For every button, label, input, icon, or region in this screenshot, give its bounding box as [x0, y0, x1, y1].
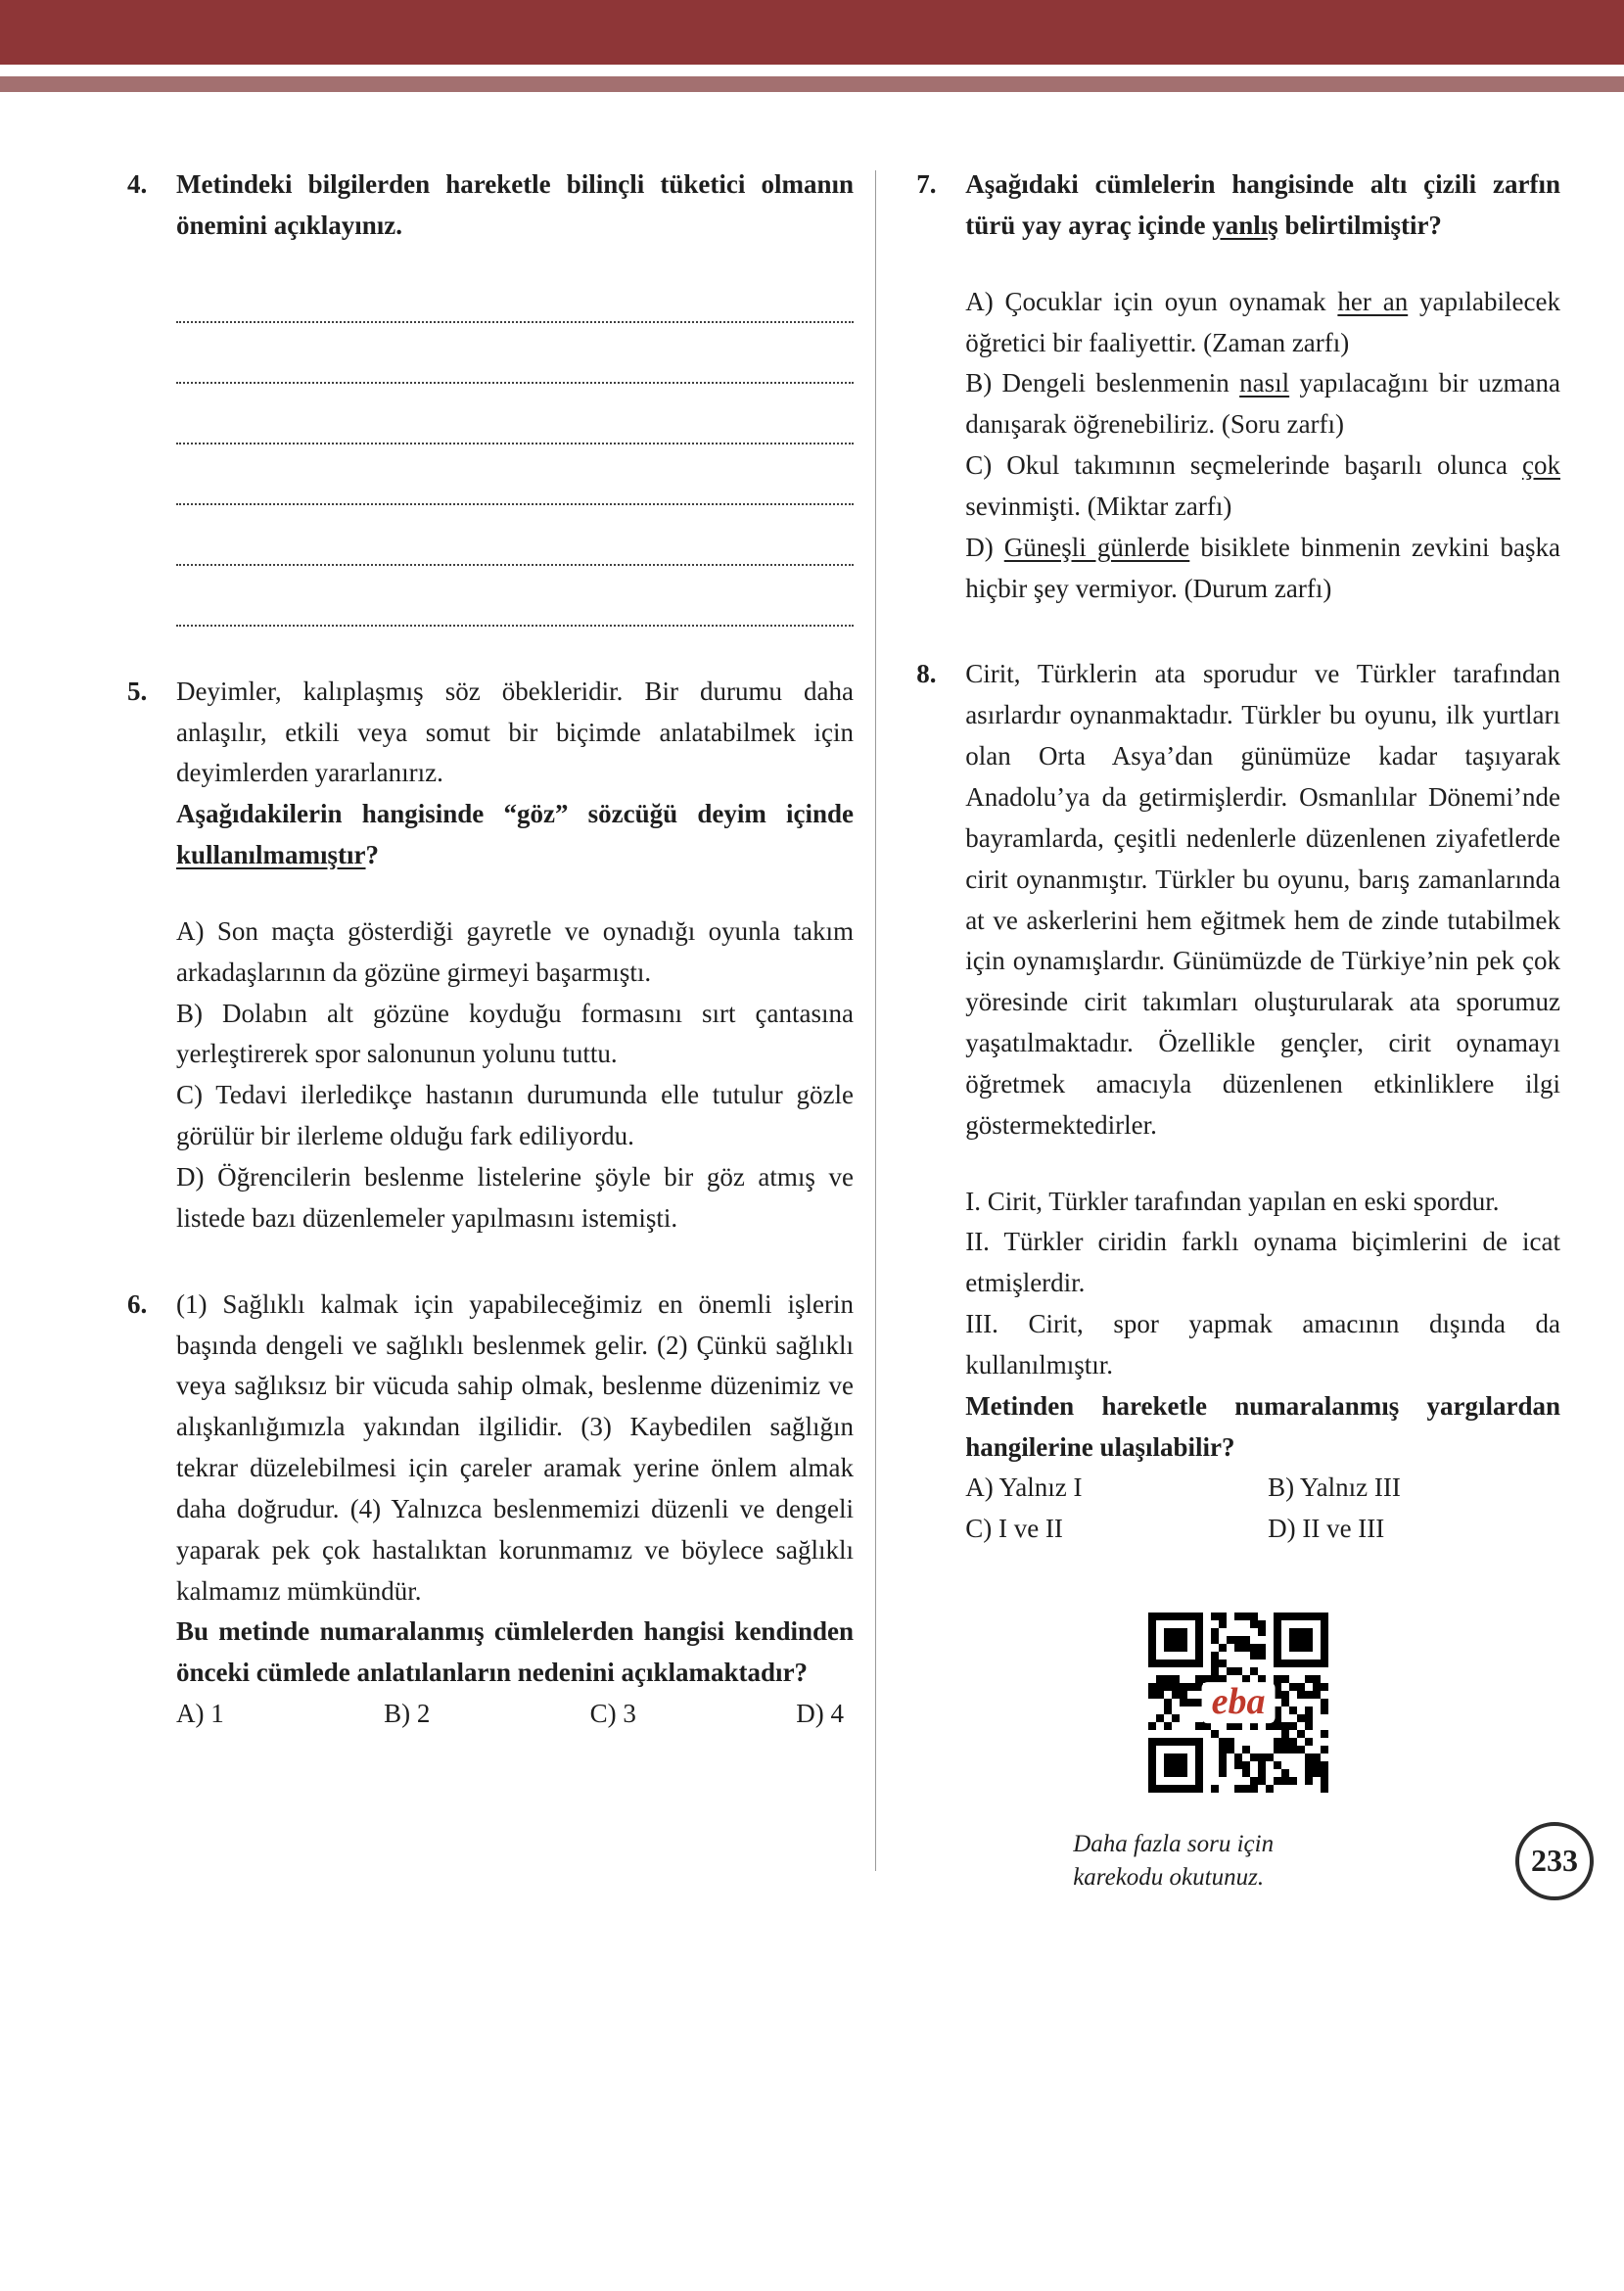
stem-text: belirtilmiştir? — [1277, 210, 1442, 240]
statement-1: I. Cirit, Türkler tarafından yapılan en eski spordur. — [965, 1186, 1500, 1216]
eba-logo: eba — [1202, 1682, 1276, 1723]
question-6 — [127, 1285, 854, 1735]
underlined-word: nasıl — [1239, 368, 1290, 398]
option-c — [965, 445, 1560, 528]
option-b: B) Yalnız III — [1268, 1473, 1401, 1503]
options-row — [176, 1694, 854, 1735]
answer-line — [176, 323, 854, 384]
question-body: (1) Sağlıklı kalmak için yapabileceğimiz en önemli işlerin başında dengeli ve sağlıklı beslenmek gelir. (2) Çünkü sağlıklı veya sağlıksız bir vücuda sahip olmak, beslenme düzenimiz ve alışkanlığımızla yakından ilgilidir. (3) Kaybedilen sağlığın tekrar düzelebilmesi için çareler aramak yerine önlem almak daha doğrudur. (4) Yalnızca beslenmemizi düzenli ve dengeli yaparak pek çok hastalıktan korunmamız ve böylece sağlıklı kalmamız mümkündür. — [176, 1288, 854, 1606]
stem-text: Aşağıdaki cümlelerin hangisinde altı çizili zarfın türü yay ayraç içinde — [965, 169, 1560, 240]
option-d — [965, 528, 1560, 610]
option-text: yapılabilecek öğretici bir faaliyettir. (Zaman zarfı) — [965, 286, 1560, 357]
underlined-word: kullanılmamıştır — [176, 840, 366, 870]
option-a: A) Yalnız I — [965, 1473, 1083, 1503]
answer-line — [176, 566, 854, 627]
stem-text: ? — [365, 840, 380, 870]
options-list — [965, 282, 1560, 610]
option-text: D) — [965, 532, 1004, 562]
option-d: D) 4 — [796, 1699, 844, 1729]
underlined-word: Güneşli günlerde — [1003, 532, 1190, 562]
option-text: sevinmişti. (Miktar zarfı) — [965, 491, 1232, 521]
footer-note-line: karekodu okutunuz. — [1073, 1864, 1265, 1892]
answer-line — [176, 262, 854, 323]
underlined-word: yanlış — [1212, 210, 1278, 240]
option-a — [965, 282, 1560, 364]
question-intro: Deyimler, kalıplaşmış söz öbekleridir. Bir durumu daha anlaşılır, etkili veya somut bir biçimde anlatabilmek için deyimlerden yararlanırız. — [176, 676, 854, 788]
options-grid — [965, 1468, 1560, 1550]
page-number-badge: 233 — [1515, 1822, 1594, 1900]
option-d: D) Öğrencilerin beslenme listelerine şöyle bir göz atmış ve listede bazı düzenlemeler yapılmasını istemişti. — [176, 1161, 854, 1233]
statement-3: III. Cirit, spor yapmak amacının dışında da kullanılmıştır. — [965, 1309, 1560, 1379]
question-7 — [916, 164, 1560, 609]
option-a: A) 1 — [176, 1699, 224, 1729]
footer-note — [1073, 1828, 1274, 1894]
option-a: A) Son maçta gösterdiği gayretle ve oynadığı oyunla takım arkadaşlarının da gözüne girmeyi başarmıştı. — [176, 915, 854, 987]
page-header-bar — [0, 0, 1624, 65]
question-stem: Metindeki bilgilerden hareketle bilinçli tüketici olmanın önemini açıklayınız. — [176, 169, 854, 240]
question-body: Cirit, Türklerin ata sporudur ve Türkler tarafından asırlardır oynanmaktadır. Türkler bu oyunu, ilk yurtları olan Orta Asya’dan günümüze kadar taşıyarak Anadolu’ya da getirmişlerdir. Osmanlılar Dönemi’nde bayramlarda, çeşitli nedenlerle düzenlenen ziyafetlerde cirit oynanmıştır. Türkler bu oyunu, barış zamanlarında at ve askerlerini hem eğitmek hem de zinde tutabilmek için oynamışlardır. Günümüzde de Türkiye’nin pek çok yöresinde cirit takımları oluşturularak ata sporumuz yaşatılmaktadır. Özellikle gençler, cirit oynamayı öğretmek amacıyla düzenlenen etkinliklere ilgi göstermektedirler. — [965, 659, 1560, 1140]
question-stem — [965, 164, 1560, 247]
qr-code — [1148, 1613, 1328, 1793]
underlined-word: her an — [1337, 286, 1409, 316]
question-number: 8. — [916, 659, 937, 689]
option-text: B) Dengeli beslenmenin — [965, 368, 1240, 398]
option-text: A) Çocuklar için oyun oynamak — [965, 286, 1338, 316]
question-stem: Bu metinde numaralanmış cümlelerden hangisi kendinden önceki cümlede anlatılanların nedenini açıklamaktadır? — [176, 1616, 854, 1688]
question-4 — [127, 164, 854, 627]
question-number: 5. — [127, 676, 148, 706]
left-column — [127, 164, 854, 1900]
option-c: C) 3 — [589, 1699, 636, 1729]
question-5 — [127, 672, 854, 1239]
option-b — [965, 363, 1560, 445]
answer-line — [176, 384, 854, 444]
right-column — [916, 164, 1578, 1900]
option-d: D) II ve III — [1268, 1514, 1385, 1544]
option-b: B) Dolabın alt gözüne koyduğu formasını sırt çantasına yerleştirerek spor salonunun yolunu tuttu. — [176, 998, 854, 1069]
question-stem — [176, 794, 854, 876]
content-area — [0, 92, 1624, 1900]
question-number: 4. — [127, 169, 148, 199]
option-c: C) I ve II — [965, 1514, 1063, 1544]
answer-area — [176, 262, 854, 627]
question-8 — [916, 654, 1560, 1550]
option-text: yapılacağını bir uzmana danışarak öğrenebiliriz. (Soru zarfı) — [965, 368, 1560, 440]
header-bar-gap — [0, 65, 1624, 76]
options-list — [176, 912, 854, 1239]
footer-note-line: Daha fazla soru için — [1073, 1831, 1275, 1858]
page-accent-bar — [0, 76, 1624, 92]
answer-line — [176, 505, 854, 566]
page-footer — [916, 1822, 1578, 1900]
underlined-word: çok — [1522, 450, 1560, 481]
option-b: B) 2 — [384, 1699, 431, 1729]
statements-list — [965, 1182, 1560, 1386]
option-c: C) Tedavi ilerledikçe hastanın durumunda elle tutulur gözle görülür bir ilerleme olduğu fark ediliyordu. — [176, 1080, 854, 1151]
statement-2: II. Türkler ciridin farklı oynama biçimlerini de icat etmişlerdir. — [965, 1227, 1560, 1298]
question-number: 7. — [916, 169, 937, 199]
answer-line — [176, 444, 854, 505]
stem-text: Aşağıdakilerin hangisinde “göz” sözcüğü deyim içinde — [176, 799, 854, 829]
option-text: bisiklete binmenin zevkini başka hiçbir şey vermiyor. (Durum zarfı) — [965, 532, 1560, 603]
option-text: C) Okul takımının seçmelerinde başarılı olunca — [965, 450, 1523, 481]
question-number: 6. — [127, 1288, 148, 1319]
question-stem: Metinden hareketle numaralanmış yargılardan hangilerine ulaşılabilir? — [965, 1390, 1560, 1462]
